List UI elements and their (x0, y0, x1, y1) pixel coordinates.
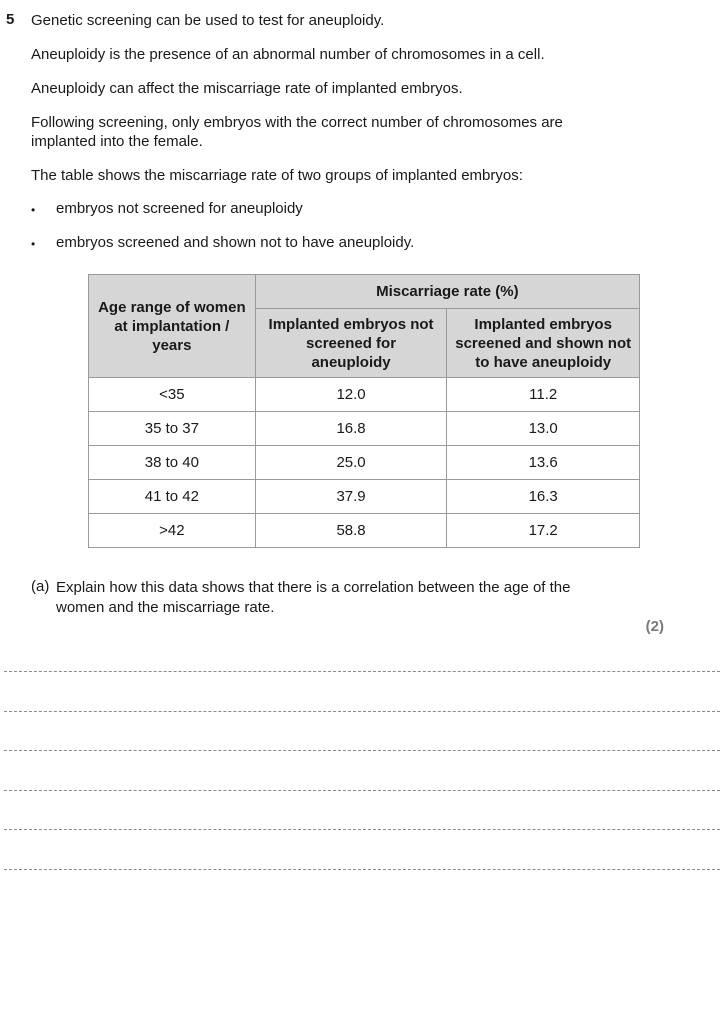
answer-line[interactable] (4, 829, 720, 830)
bullet-dot: • (31, 237, 36, 251)
part-a-label: (a) (31, 578, 50, 595)
intro-paragraph-3: Aneuploidy can affect the miscarriage rate of implanted embryos. (31, 80, 463, 97)
age-range-cell: 41 to 42 (89, 480, 256, 514)
bullet-item: embryos not screened for aneuploidy (56, 200, 303, 217)
screened-rate-cell: 17.2 (447, 514, 640, 548)
not-screened-rate-cell: 16.8 (255, 412, 447, 446)
age-range-cell: 35 to 37 (89, 412, 256, 446)
answer-line[interactable] (4, 711, 720, 712)
not-screened-rate-cell: 12.0 (255, 378, 447, 412)
table-row (89, 412, 640, 446)
part-a-question: Explain how this data shows that there is a correlation between the age of the women and the miscarriage rate. (56, 579, 571, 616)
answer-line[interactable] (4, 750, 720, 751)
not-screened-header: Implanted embryos not screened for aneuploidy (255, 309, 447, 378)
not-screened-rate-cell: 37.9 (255, 480, 447, 514)
marks-indicator: (2) (645, 618, 664, 635)
screened-rate-cell: 11.2 (447, 378, 640, 412)
answer-line[interactable] (4, 790, 720, 791)
age-range-cell: <35 (89, 378, 256, 412)
answer-line[interactable] (4, 671, 720, 672)
intro-paragraph-5: The table shows the miscarriage rate of two groups of implanted embryos: (31, 167, 523, 184)
intro-paragraph-4: Following screening, only embryos with the correct number of chromosomes are implanted into the female. (31, 114, 563, 150)
bullet-item: embryos screened and shown not to have aneuploidy. (56, 234, 415, 251)
intro-paragraph-1: Genetic screening can be used to test for aneuploidy. (31, 12, 385, 29)
not-screened-rate-cell: 25.0 (255, 446, 447, 480)
age-range-cell: 38 to 40 (89, 446, 256, 480)
table-row (89, 514, 640, 548)
screened-rate-cell: 13.6 (447, 446, 640, 480)
question-number: 5 (6, 11, 15, 28)
age-range-header: Age range of women at implantation / years (89, 275, 256, 378)
screened-rate-cell: 13.0 (447, 412, 640, 446)
screened-header: Implanted embryos screened and shown not to have aneuploidy (447, 309, 640, 378)
miscarriage-rate-table (88, 274, 640, 548)
intro-paragraph-2: Aneuploidy is the presence of an abnormal number of chromosomes in a cell. (31, 46, 545, 63)
table-row (89, 378, 640, 412)
screened-rate-cell: 16.3 (447, 480, 640, 514)
table-row (89, 480, 640, 514)
table-row (89, 446, 640, 480)
answer-line[interactable] (4, 869, 720, 870)
bullet-dot: • (31, 203, 36, 217)
age-range-cell: >42 (89, 514, 256, 548)
miscarriage-rate-header: Miscarriage rate (%) (255, 275, 639, 309)
not-screened-rate-cell: 58.8 (255, 514, 447, 548)
